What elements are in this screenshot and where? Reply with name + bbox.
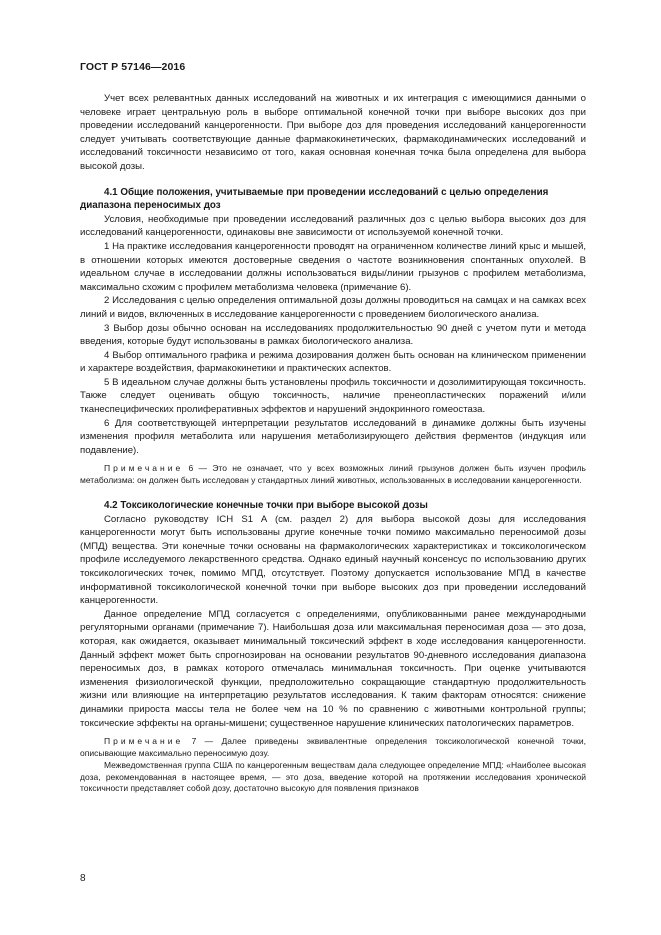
intro-paragraph: Учет всех релевантных данных исследований на животных и их интеграция с имеющимися данными о человеке играет центральную роль в выборе оптимальной конечной точки при выборе высоких доз при проведении исследований канцерогенности. При выборе доз для проведения исследований канцерогенности следует учитывать соответствующие данные фармакокинетических, фармакодинамических исследований и исследований токсичности независимо от того, какая основная конечная точка была определена для выбора высокой дозы. (80, 93, 586, 172)
paragraph: 1 На практике исследования канцерогенности проводят на ограниченном количестве линий крыс и мышей, в отношении которых имеются достоверные сведения о частоте возникновения спонтанных опухолей. В идеальном случае в исследовании должны использоваться виды/линии грызунов с профилем метаболизма, максимально схожим с профилем метаболизма человека (примечание 6). (80, 240, 586, 293)
note-text: 7 — Далее приведены эквивалентные определения токсикологической конечной точки, описывающие максимально переносимую дозу. (80, 736, 586, 758)
note-7-paragraph: Межведомственная группа США по канцерогенным веществам дала следующее определение МПД: «Наиболее высокая доза, рекомендованная в настоящее время, — это доза, введение которой на протяжении исследования хронической токсичности представляет собой дозу, достаточно высокую для появления признаков (80, 759, 586, 794)
note-6 (80, 463, 586, 487)
note-label: Примечание (104, 463, 184, 474)
page-number: 8 (80, 873, 86, 884)
paragraph: 3 Выбор дозы обычно основан на исследованиях продолжительностью 90 дней с учетом пути и метода введения, которые будут использованы в рамках биологического анализа. (80, 322, 586, 348)
note-text: 6 — Это не означает, что у всех возможных линий грызунов должен быть изучен профиль метаболизма: он должен быть исследован у стандартных линий животных, использованных в исследовании канцерогенности. (80, 463, 586, 486)
paragraph: Условия, необходимые при проведении исследований различных доз с целью выбора высоких доз для исследований канцерогенности, одинаковы вне зависимости от используемой конечной точки. (80, 213, 586, 239)
section-4-2-title: 4.2 Токсикологические конечные точки при выборе высокой дозы (104, 500, 428, 512)
note-7 (80, 736, 586, 760)
section-4-1-title: 4.1 Общие положения, учитываемые при проведении исследований с целью определения диапазона переносимых доз (80, 186, 549, 212)
paragraph: 2 Исследования с целью определения оптимальной дозы должны проводиться на самцах и на самках всех линий и видов, включенных в исследование канцерогенности с проведением биологического анализа. (80, 295, 586, 320)
paragraph: 5 В идеальном случае должны быть установлены профиль токсичности и дозолимитирующая токсичность. Также следует оценивать общую токсичность, наличие пренеопластических поражений и/или тканеспецифических пролиферативных эффектов и нарушений эндокринного гомеостаза. (80, 376, 586, 416)
paragraph: 4 Выбор оптимального графика и режима дозирования должен быть основан на клиническом применении и характере воздействия, фармакокинетики и практических аспектов. (80, 349, 586, 375)
page-header-standard-number: ГОСТ Р 57146—2016 (80, 61, 186, 73)
note-label: Примечание (104, 736, 184, 747)
document-body (80, 92, 586, 795)
paragraph: Согласно руководству ICH S1 A (см. раздел 2) для выбора высокой дозы для исследования канцерогенности могут быть использованы другие конечные точки помимо максимально переносимой дозы (МПД) вещества. Эти конечные точки основаны на фармакологических характеристиках и токсикологическом профиле исследуемого лекарственного средства. Однако единый научный консенсус по использованию других токсикологических точек, помимо МПД, отсутствует. Поэтому допускается использование МПД в качестве информативной токсикологической конечной точки при выборе высоких доз при проведении исследований канцерогенности. (80, 513, 586, 607)
paragraph: Данное определение МПД согласуется с определениями, опубликованными ранее международными регуляторными органами (примечание 7). Наибольшая доза или максимальная переносимая доза — это доза, которая, как ожидается, оказывает минимальный токсический эффект в ходе исследования канцерогенности. Данный эффект может быть спрогнозирован на основании результатов 90-дневного исследования диапазона переносимых доз, в рамках которого отмечалась минимальная токсичность. При оценке учитываются изменения физиологической функции, предположительно сокращающие стандартную продолжительность жизни или влияющие на интерпретацию результатов исследования. К таким факторам относятся: снижение динамики прироста массы тела не более чем на 10 % по сравнению с животными контрольной группы; токсические эффекты на органы-мишени; существенное нарушение клинических патологических параметров. (80, 608, 586, 729)
paragraph: 6 Для соответствующей интерпретации результатов исследований в динамике должны быть изучены изменения профиля метаболита или нарушения метаболизирующего действия ферментов (индукция или подавление). (80, 417, 586, 456)
